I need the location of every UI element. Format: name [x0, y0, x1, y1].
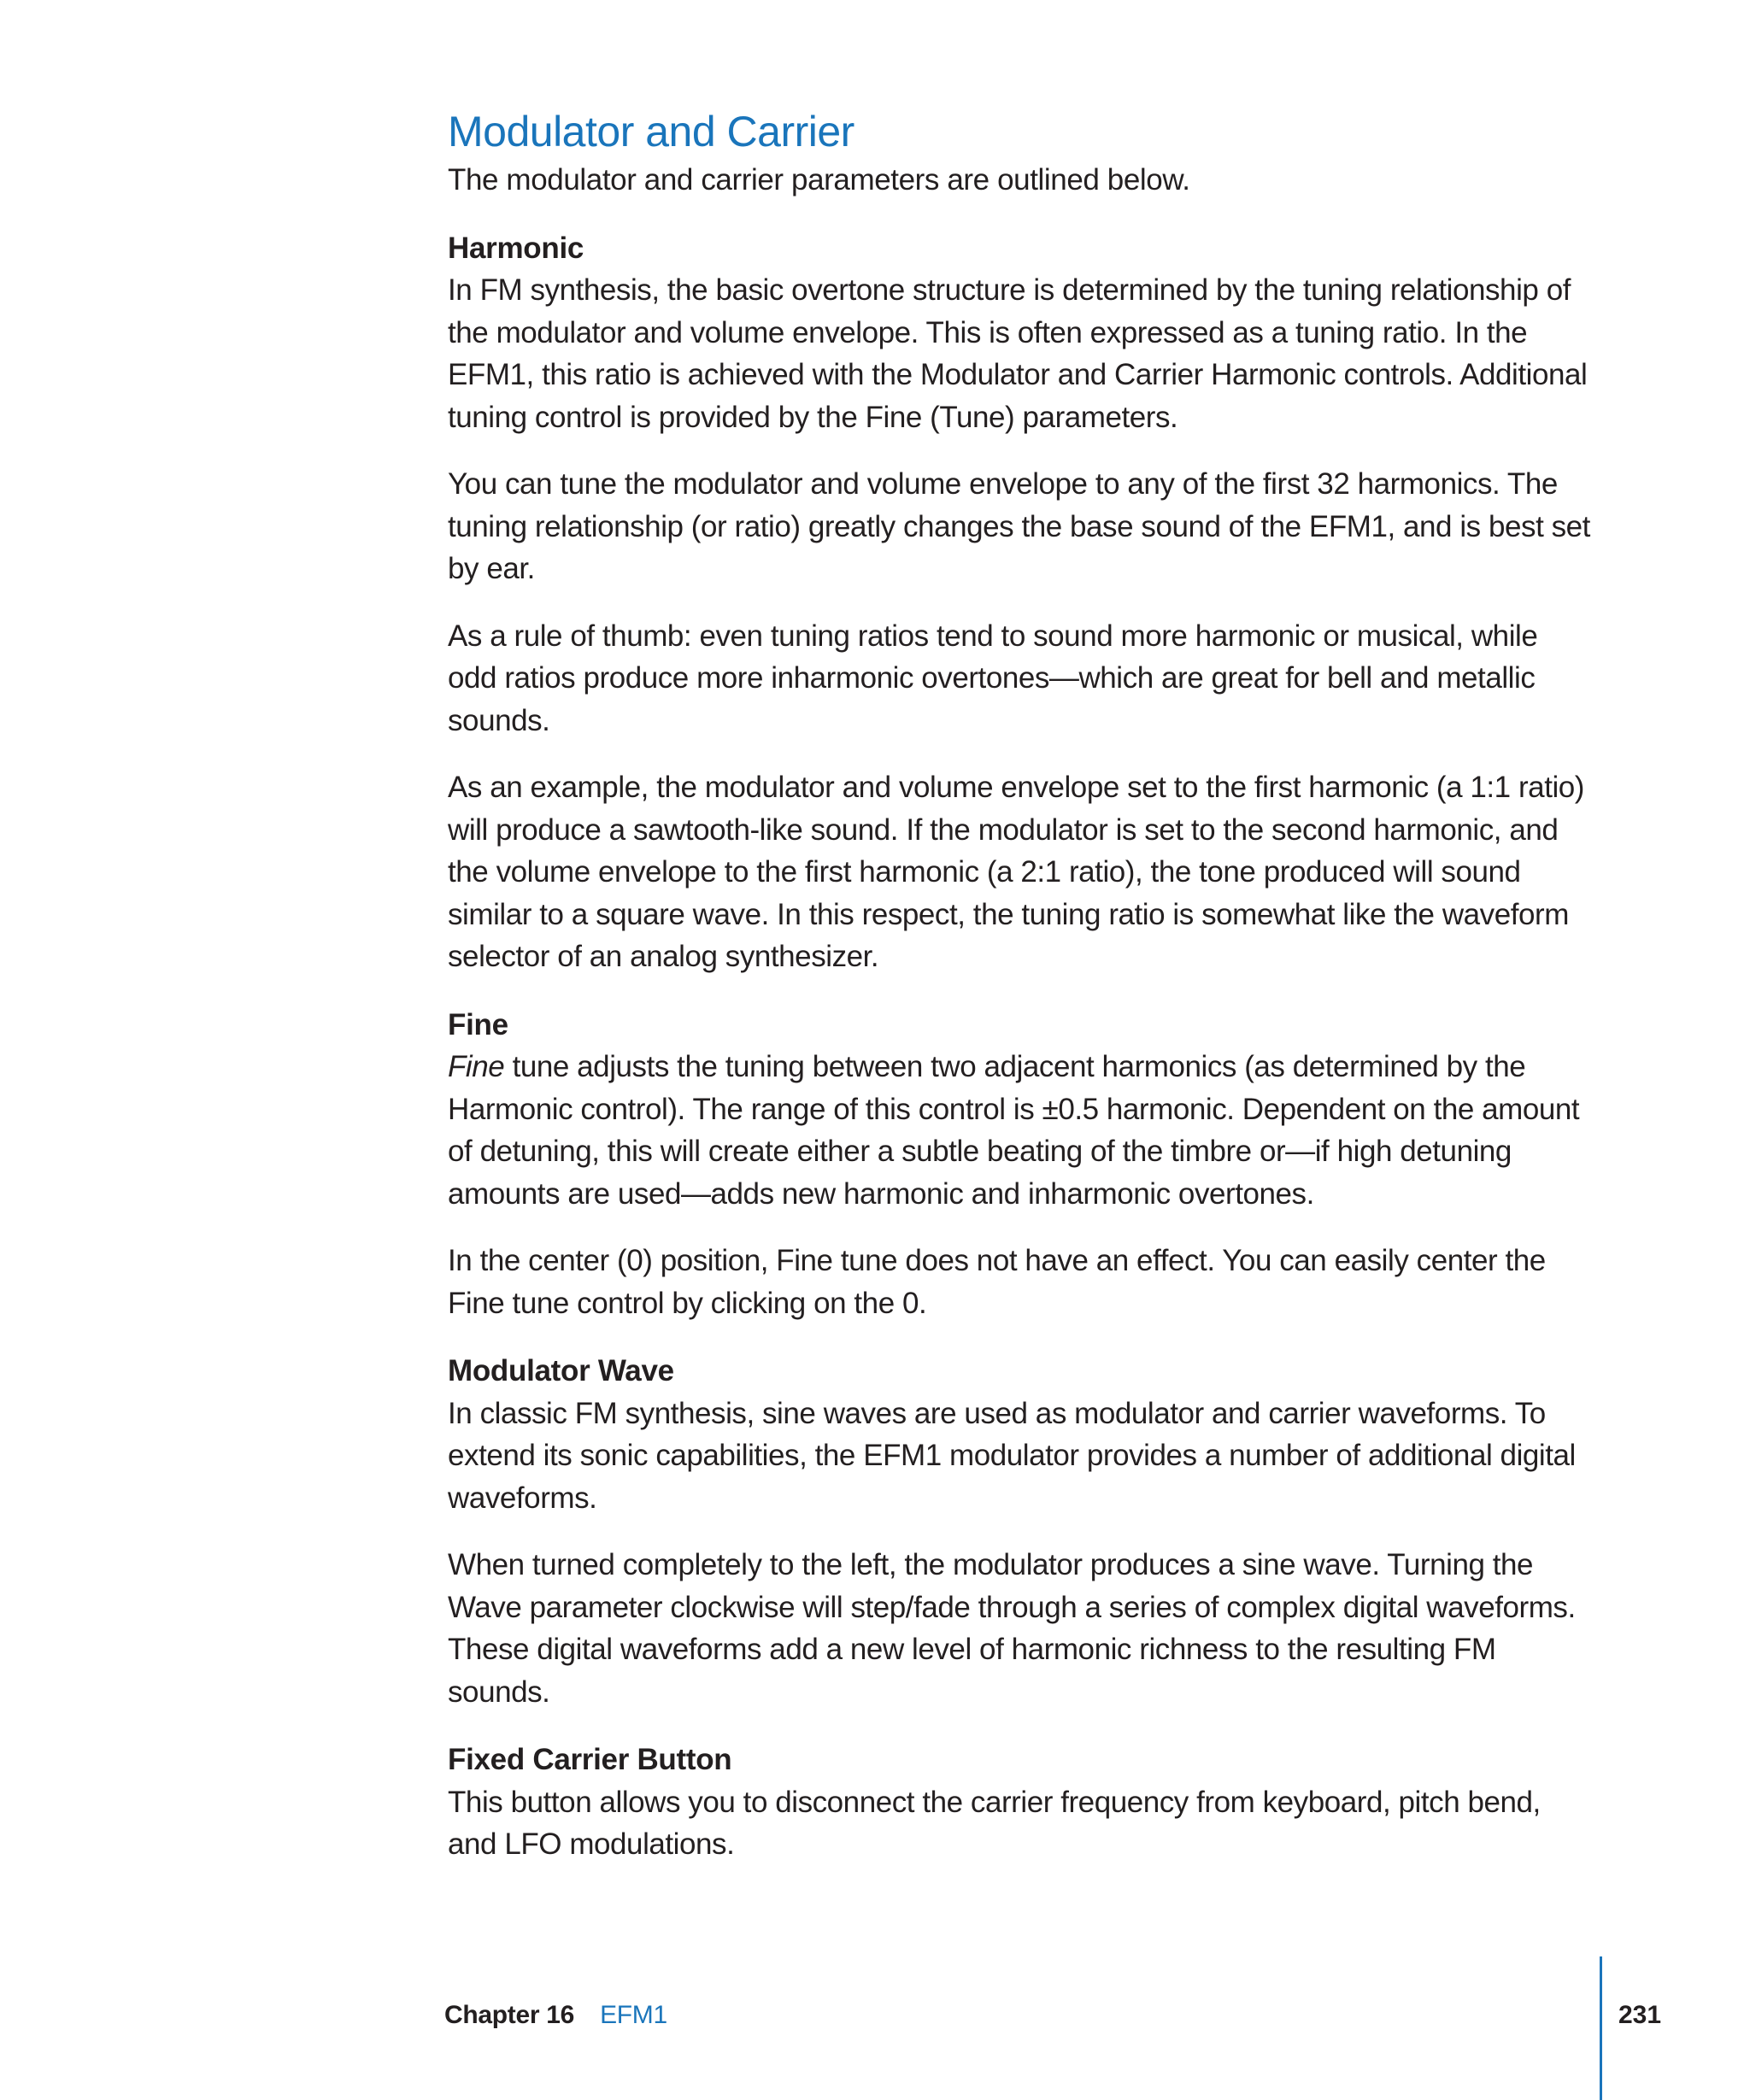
footer-divider [1600, 1956, 1602, 2100]
fine-paragraph-2: In the center (0) position, Fine tune does not have an effect. You can easily center the Fine tune control by clicking on the 0. [448, 1244, 1546, 1320]
fine-paragraph-1-text: tune adjusts the tuning between two adjacent harmonics (as determined by the Harmonic control). The range of this control is ±0.5 harmonic. Dependent on the amount of detuning, this will create either a subtle beating of the timbre or—if high detuning amounts are used—adds new harmonic and inharmonic overtones. [448, 1050, 1580, 1211]
fine-paragraph-1 [448, 1046, 1593, 1215]
heading-harmonic: Harmonic [448, 231, 584, 265]
heading-fine: Fine [448, 1007, 508, 1041]
footer-chapter-name: EFM1 [600, 2001, 667, 2029]
heading-modulator-wave: Modulator Wave [448, 1354, 674, 1387]
harmonic-paragraph-3: As a rule of thumb: even tuning ratios tend to sound more harmonic or musical, while odd ratios produce more inharmonic overtones—which are great for bell and metallic sounds. [448, 619, 1538, 737]
footer-chapter: Chapter 16 [444, 2001, 575, 2029]
modulator-wave-paragraph-2: When turned completely to the left, the modulator produces a sine wave. Turning the Wave parameter clockwise will step/fade through a series of complex digital waveforms. These digital waveforms add a new level of harmonic richness to the resulting FM sounds. [448, 1548, 1576, 1709]
fine-italic-term: Fine [448, 1050, 505, 1083]
harmonic-paragraph-2: You can tune the modulator and volume envelope to any of the first 32 harmonics. The tuning relationship (or ratio) greatly changes the base sound of the EFM1, and is best set by ear. [448, 467, 1590, 585]
section-intro: The modulator and carrier parameters are outlined below. [448, 163, 1190, 197]
heading-fixed-carrier-button: Fixed Carrier Button [448, 1743, 732, 1776]
section-title: Modulator and Carrier [448, 108, 854, 155]
page-number: 231 [1618, 2001, 1662, 2029]
page-content [448, 106, 1593, 1866]
fixed-carrier-paragraph-1: This button allows you to disconnect the carrier frequency from keyboard, pitch bend, and LFO modulations. [448, 1785, 1541, 1861]
harmonic-paragraph-4: As an example, the modulator and volume envelope set to the first harmonic (a 1:1 ratio) will produce a sawtooth-like sound. If the modulator is set to the second harmonic, and the volume envelope to the first harmonic (a 2:1 ratio), the tone produced will sound similar to a square wave. In this respect, the tuning ratio is somewhat like the waveform selector of an analog synthesizer. [448, 771, 1585, 973]
modulator-wave-paragraph-1: In classic FM synthesis, sine waves are used as modulator and carrier waveforms. To extend its sonic capabilities, the EFM1 modulator provides a number of additional digital waveforms. [448, 1396, 1576, 1515]
harmonic-paragraph-1: In FM synthesis, the basic overtone structure is determined by the tuning relationship of the modulator and volume envelope. This is often expressed as a tuning ratio. In the EFM1, this ratio is achieved with the Modulator and Carrier Harmonic controls. Additional tuning control is provided by the Fine (Tune) parameters. [448, 273, 1588, 434]
page-footer [444, 1994, 667, 2037]
